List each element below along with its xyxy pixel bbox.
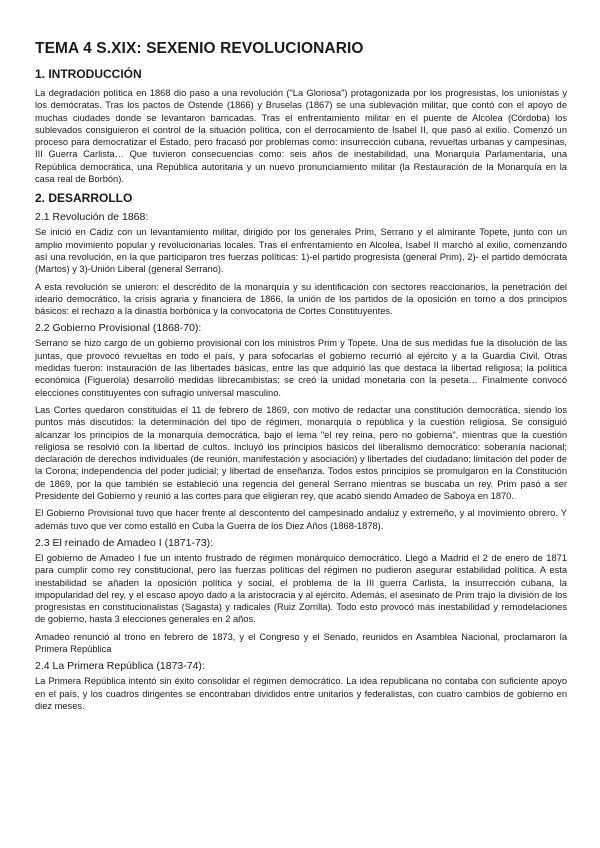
document-title: TEMA 4 S.XIX: SEXENIO REVOLUCIONARIO <box>35 40 364 57</box>
section-heading-desarrollo: 2. DESARROLLO <box>35 191 133 206</box>
subsection-heading-revolucion-1868: 2.1 Revolución de 1868: <box>35 211 149 224</box>
paragraph: Serrano se hizo cargo de un gobierno provisional con los ministros Prim y Topete. Una de sus medidas fue la disolución de las juntas, que provocó revueltas en todo el país, y para sofocarlas el gobierno recurrió al ejército y a la Guardia Civil. Otras medidas fueron: instauración de las libertades básicas, entre las que adquirió las que destaca la libertad religiosa; la política económica (Figuerola) desarrolló medidas librecambistas; se creó la unidad monetaria con la peseta… Finalmente convocó elecciones constituyentes con sufragio universal masculino. <box>35 338 567 398</box>
paragraph: Las Cortes quedaron constituidas el 11 de febrero de 1869, con motivo de redactar una constitución democrática, siendo los puntos más discutidos: la determinación del tipo de régimen, monarquía o república y la cuestión religiosa. Se consiguió alcanzar los principios de la monarquía democrática, bajo el lema "el rey reina, pero no gobierna", mientras que la cuestión religiosa se resolvió con la libertad de cultos. Incluyó los principios básicos del liberalismo democrático: soberanía nacional; declaración de derechos individuales (de reunión, manifestación y asociación) y libertades del ciudadano; limitación del poder de la Corona; independencia del poder judicial; y libertad de enseñanza. Todos estos principios se promulgaron en la Constitución de 1869, por la que también se estableció una regencia del general Serrano mientras se buscaba un rey. Prim pasó a ser Presidente del Gobierno y reunió a las cortes para que eligieran rey, que acabó siendo Amadeo de Saboya en 1870. <box>35 404 567 502</box>
subsection-heading-gobierno-provisional: 2.2 Gobierno Provisional (1868-70): <box>35 322 202 335</box>
intro-paragraph: La degradación política en 1868 dio paso a una revolución ("La Gloriosa") protagonizada por los progresistas, los unionistas y los demócratas. Tras los pactos de Ostende (1866) y Bruselas (1867) se una sublevación militar, que contó con el apoyo de muchas ciudades donde se levantaron barricadas. Tras el enfrentamiento militar en el puente de Alcolea (Córdoba) los sublevados consiguieron el control de la situación política, con el derrocamiento de Isabel II, que pasó al exilio. Comenzó un proceso para democratizar el Estado, pero fracasó por problemas como: insurrección cubana, revueltas urbanas y campesinas, III Guerra Carlista… Que tuvieron consecuencias como: seis años de inestabilidad, una Monarquía Parlamentaria, una República democrática, una República autoritaria y un nuevo pronunciamiento militar (la Restauración de la Monarquía en la casa real de Borbón). <box>35 88 567 185</box>
paragraph: El gobierno de Amadeo I fue un intento frustrado de régimen monárquico democrático. Llegó a Madrid el 2 de enero de 1871 para cumplir como rey constitucional, pero las fuerzas políticas del régimen no pudieron asegurar estabilidad política. A esta inestabilidad se añaden la oposición política y social, el problema de la III guerra Carlista, la insurrección cubana, la impopularidad del rey, y el escaso apoyo dado a la aristocracia y al ejército. Además, el asesinato de Prim trajo la división de los progresistas en constitucionalistas (Sagasta) y radicales (Ruiz Zorrilla). Todo esto provocó más inestabilidad y remodelaciones de gobierno, hasta 3 elecciones generales en 2 años. <box>35 552 567 625</box>
paragraph: El Gobierno Provisional tuvo que hacer frente al descontento del campesinado andaluz y extremeño, y al movimiento obrero. Y además tuvo que ver como estalló en Cuba la Guerra de los Diez Años (1868-1878). <box>35 508 567 531</box>
subsection-heading-amadeo-i: 2.3 El reinado de Amadeo I (1871-73): <box>35 536 214 549</box>
document-page <box>35 40 567 717</box>
paragraph: Amadeo renunció al trono en febrero de 1873, y el Congreso y el Senado, reunidos en Asamblea Nacional, proclamaron la Primera República <box>35 631 567 654</box>
subsection-heading-primera-republica: 2.4 La Primera República (1873-74): <box>35 660 205 673</box>
paragraph: A esta revolución se unieron: el descrédito de la monarquía y su identificación con sectores reaccionarios, la penetración del ideario democrático, la crisis agraria y financiera de 1866, la unión de los partidos de la oposición en torno a dos principios básicos: el rechazo a la dinastía borbónica y la convocatoria de Cortes Constituyentes. <box>35 281 567 317</box>
paragraph: La Primera República intentó sin éxito consolidar el régimen democrático. La idea republicana no contaba con suficiente apoyo en el país, y los cuadros dirigentes se encontraban divididos entre unitarios y federalistas, con cuatro cambios de gobierno en diez meses. <box>35 676 567 711</box>
section-heading-introduccion: 1. INTRODUCCIÓN <box>35 67 142 81</box>
paragraph: Se inició en Cádiz con un levantamiento militar, dirigido por los generales Prim, Serrano y el almirante Topete, junto con un amplio movimiento popular y revolucionarias locales. Tras el enfrentamiento en Alcolea, Isabel II marchó al exilio, comenzando así una revolución, en la que participaron tres fuerzas políticas: 1)-el partido progresista (general Prim), 2)- el partido demócrata (Martos) y 3)-Unión Liberal (general Serrano). <box>35 227 567 275</box>
